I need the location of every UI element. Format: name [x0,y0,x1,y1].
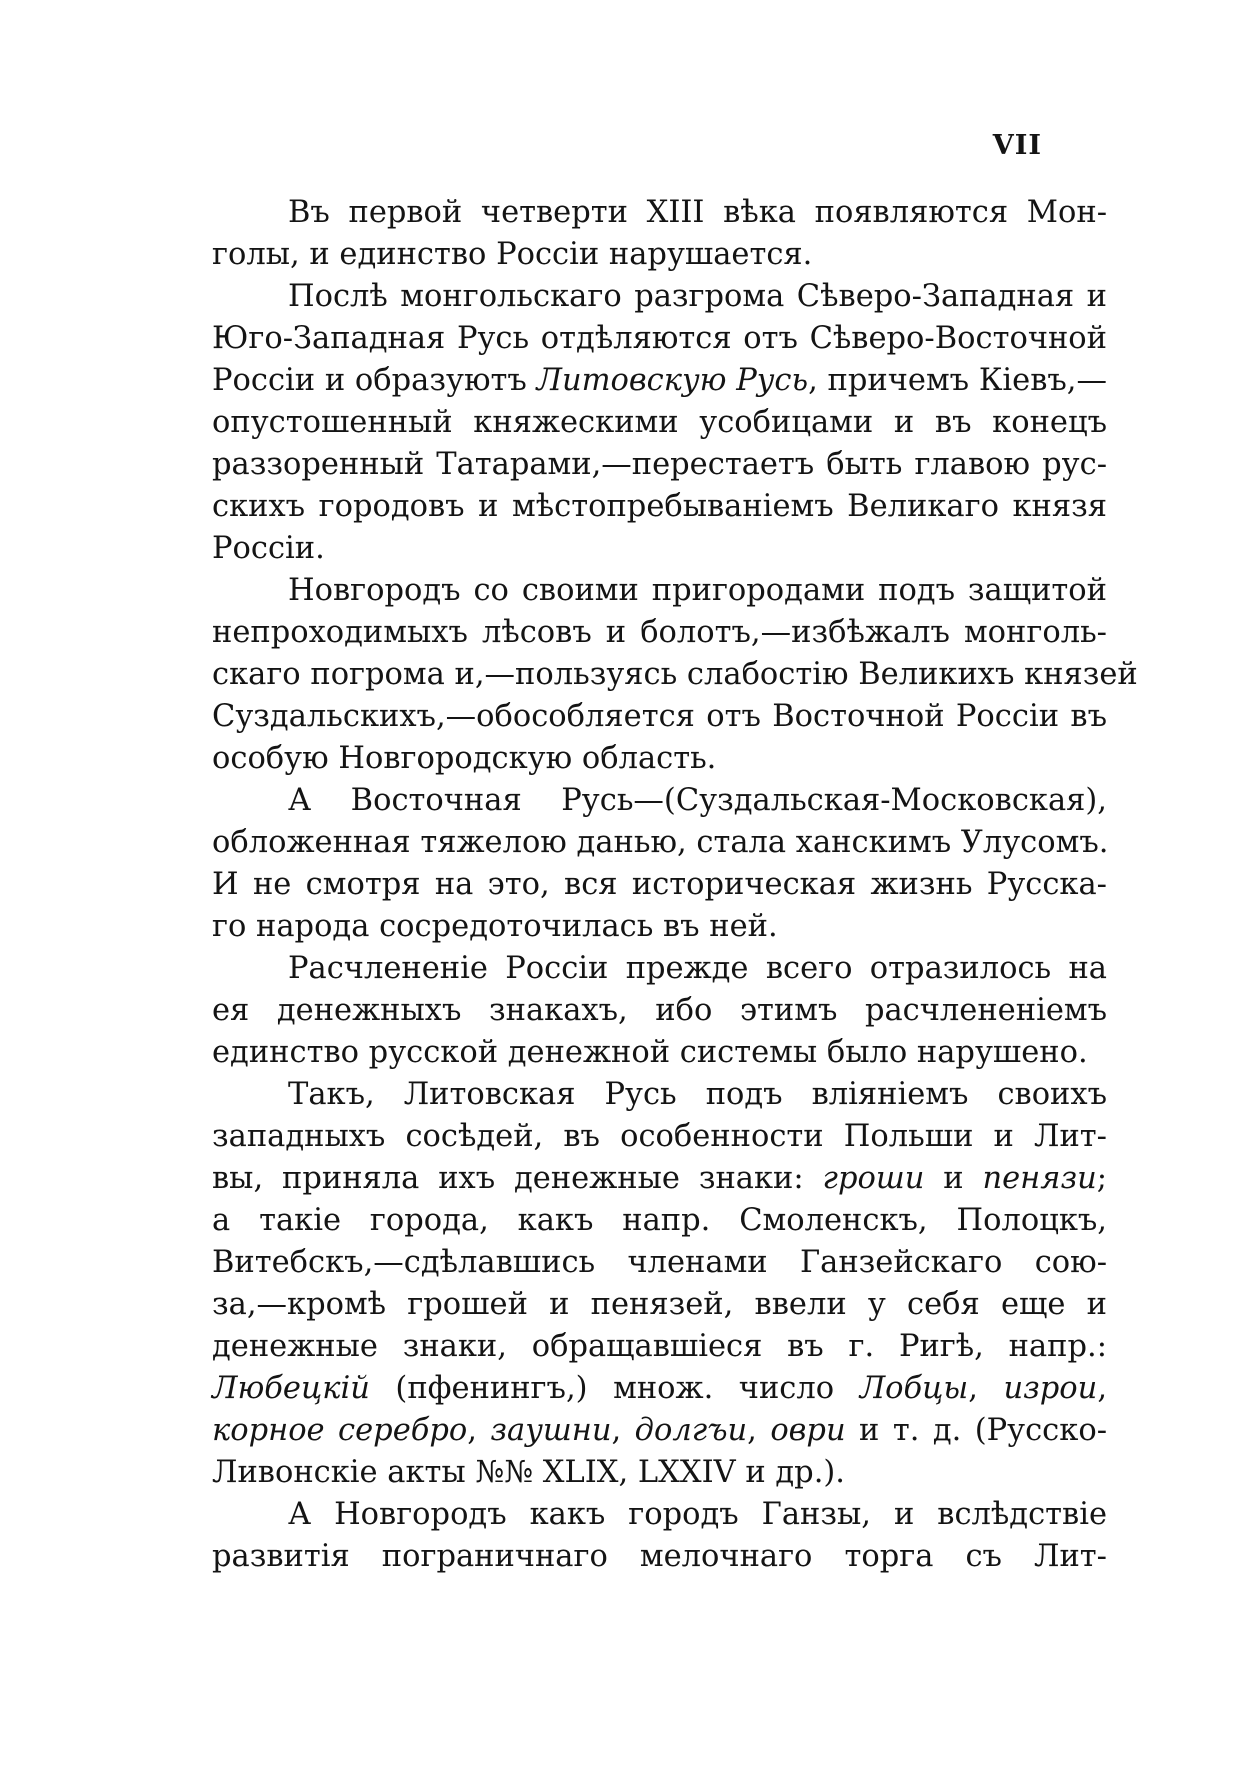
text-line: опустошенный княжескими усобицами и въ конецъ [212,405,1107,440]
body-text [212,192,1138,1578]
text-line: западныхъ сосѣдей, въ особенности Польши и Лит- [212,1119,1107,1154]
text-line: Любецкій (пфенингъ,) множ. число Лобцы, изрои, [212,1371,1108,1406]
text-line: раззоренный Татарами,—перестаетъ быть главою рус- [212,447,1107,482]
text-line: корное серебро, заушни, долгъи, оври и т. д. (Русско- [212,1413,1107,1448]
italic-term: оври [770,1413,846,1448]
paragraph [212,570,1138,780]
text-line: единство русской денежной системы было нарушено. [212,1035,1088,1070]
text-line: развитія пограничнаго мелочнаго торга съ Лит- [212,1539,1107,1574]
text-line: И не смотря на это, вся историческая жизнь Русска- [212,867,1107,902]
italic-term: Литовскую Русь [536,363,809,398]
italic-term: изрои [1003,1371,1098,1406]
text-line: Суздальскихъ,—обособляется отъ Восточной Россіи въ [212,699,1107,734]
text-line: Послѣ монгольскаго разгрома Сѣверо-Западная и [288,279,1107,314]
text-line: Юго-Западная Русь отдѣляются отъ Сѣверо-Восточной [212,321,1107,356]
page-number: VII [992,130,1042,161]
text-line: го народа сосредоточилась въ ней. [212,909,778,944]
paragraph [212,1074,1107,1494]
text-line: непроходимыхъ лѣсовъ и болотъ,—избѣжалъ монголь- [212,615,1107,650]
text-line: Россіи и образуютъ Литовскую Русь, причемъ Кіевъ,— [212,363,1107,398]
text-line: Расчлененіе Россіи прежде всего отразилось на [288,951,1107,986]
text-line: ея денежныхъ знакахъ, ибо этимъ расчлененіемъ [212,993,1107,1028]
text-line: Ливонскіе акты №№ XLIX, LXXIV и др.). [212,1455,845,1490]
text-line: обложенная тяжелою данью, стала ханскимъ Улусомъ. [212,825,1109,860]
paragraph [212,1494,1107,1578]
text-line: денежные знаки, обращавшіеся въ г. Ригѣ, напр.: [212,1329,1107,1364]
text-line: а такіе города, какъ напр. Смоленскъ, Полоцкъ, [212,1203,1107,1238]
text-line: Новгородъ со своими пригородами подъ защитой [288,573,1107,608]
text-line: А Восточная Русь—(Суздальская-Московская), [288,783,1107,818]
text-line: Россіи. [212,531,325,566]
text-line: А Новгородъ какъ городъ Ганзы, и вслѣдствіе [288,1497,1107,1532]
text-line: скихъ городовъ и мѣстопребываніемъ Великаго князя [212,489,1107,524]
text-line: за,—кромѣ грошей и пенязей, ввели у себя еще и [212,1287,1107,1322]
italic-term: Лобцы [859,1371,969,1406]
paragraph [212,192,1107,276]
text-line: Витебскъ,—сдѣлавшись членами Ганзейскаго сою- [212,1245,1107,1280]
paragraph [212,948,1107,1074]
italic-term: пенязи [982,1161,1097,1196]
text-line: голы, и единство Россіи нарушается. [212,237,813,272]
italic-term: гроши [822,1161,925,1196]
paragraph [212,276,1107,570]
italic-term: долгъи [634,1413,748,1448]
text-line: Въ первой четверти XIII вѣка появляются Мон- [288,195,1107,230]
italic-term: корное серебро [212,1413,468,1448]
italic-term: Любецкій [212,1371,370,1406]
italic-term: заушни [490,1413,612,1448]
paragraph [212,780,1107,948]
text-line: скаго погрома и,—пользуясь слабостію Великихъ князей [212,657,1138,692]
text-line: вы, приняла ихъ денежные знаки: гроши и пенязи; [212,1161,1108,1196]
text-line: особую Новгородскую область. [212,741,717,776]
text-line: Такъ, Литовская Русь подъ вліяніемъ своихъ [288,1077,1107,1112]
